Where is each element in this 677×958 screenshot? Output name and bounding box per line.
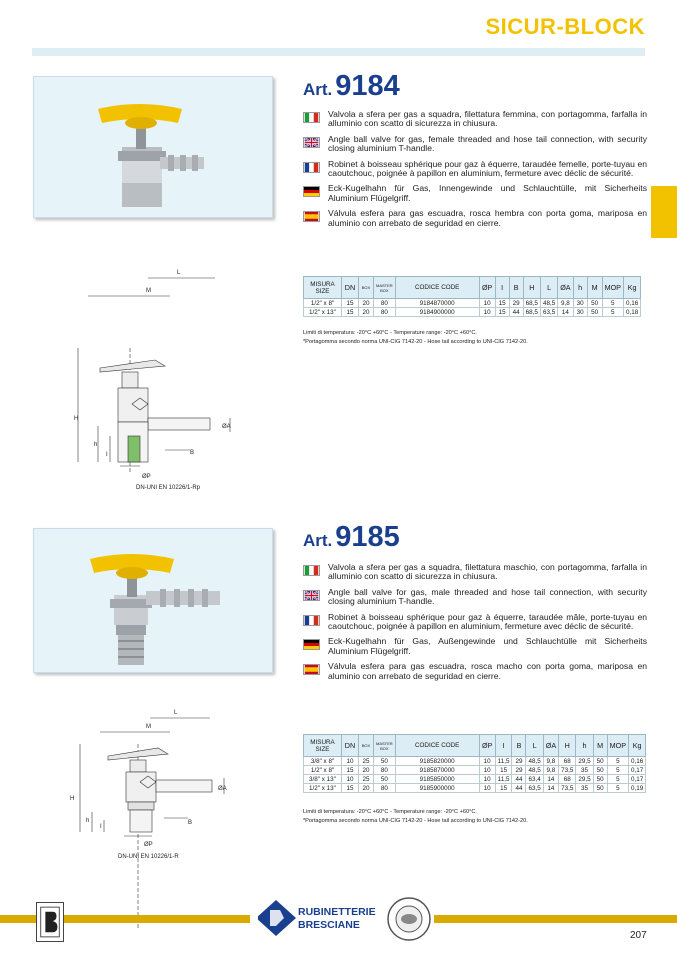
section-tab-marker (651, 186, 677, 238)
dim-label-M: M (146, 288, 151, 294)
uk-flag-icon (303, 137, 320, 148)
article-heading: Art. 9184 (303, 70, 400, 102)
description-it: Valvola a sfera per gas a squadra, filettatura maschio, con portagomma, farfalla in alluminio con scatto di sicurezza in chiusura. (303, 563, 647, 582)
company-logo (258, 896, 378, 940)
dim-label-L: L (174, 710, 178, 716)
company-name-line2: BRESCIANE (298, 919, 360, 931)
dim-label-h: h (94, 442, 98, 448)
spain-flag-icon (303, 211, 320, 222)
spec-table-9185 (303, 734, 646, 793)
description-it: Valvola a sfera per gas a squadra, filettatura femmina, con portagomma, farfalla in alluminio con scatto di sicurezza in chiusura. (303, 110, 647, 129)
dim-label-A: ØA (218, 786, 227, 792)
spec-table-9184 (303, 276, 641, 317)
thread-norm: DN-UNI EN 10226/1-Rp (136, 485, 201, 491)
table-row: 1/2" x 8" 15 20 80 9185870000 10 15 29 48,5 9,8 73,5 35 50 5 0,17 (304, 766, 646, 775)
article-heading: Art. 9185 (303, 521, 400, 553)
description-es: Válvula esfera para gas escuadra, rosca macho con porta goma, mariposa en aluminio con arrebato de seguridad en cierre. (303, 662, 647, 681)
germany-flag-icon (303, 639, 320, 650)
dim-label-M: M (146, 724, 151, 730)
description-fr: Robinet à boisseau sphérique pour gaz à équerre, taraudée femelle, porte-tuyau en caoutchouc, poignée à papillon en aluminium, fermeture avec déclic de sécurité. (303, 160, 647, 179)
description-de: Eck-Kugelhahn für Gas, Innengewinde und Schlauchtülle, mit Sicherheits Aluminium Flügelgriff. (303, 184, 647, 203)
product-photo-9185 (33, 528, 273, 673)
article-number: 9184 (335, 70, 400, 102)
spain-flag-icon (303, 664, 320, 675)
table-row: 1/2" x 8" 15 20 80 9184870000 10 15 29 68,5 48,5 9,8 30 50 5 0,16 (304, 299, 641, 308)
thread-norm: DN-UNI EN 10226/1-R (118, 854, 179, 860)
b-brand-logo-icon (36, 902, 64, 942)
uk-flag-icon (303, 590, 320, 601)
dim-label-L: L (177, 270, 181, 276)
description-en: Angle ball valve for gas, female threaded and hose tail connection, with security closing aluminium T-handle. (303, 135, 647, 154)
valve-illustration (34, 77, 273, 218)
article-number: 9185 (335, 521, 400, 553)
description-list (303, 563, 647, 687)
table-row: 3/8" x 13" 10 25 50 9185850000 10 11,5 44 63,4 14 68 29,5 50 5 0,17 (304, 775, 646, 784)
dim-label-B: B (190, 450, 195, 456)
dim-label-H: H (70, 796, 75, 802)
header-rule (32, 48, 645, 56)
dim-label-H: H (74, 416, 79, 422)
italy-flag-icon (303, 112, 320, 123)
company-name-line1: RUBINETTERIE (298, 906, 376, 918)
description-es: Válvula esfera para gas escuadra, rosca hembra con porta goma, mariposa en aluminio con arrebato de seguridad en cierre. (303, 209, 647, 228)
description-en: Angle ball valve for gas, male threaded and hose tail connection, with security closing aluminium T-handle. (303, 588, 647, 607)
germany-flag-icon (303, 186, 320, 197)
dim-label-I: I (106, 452, 108, 458)
table-row: 3/8" x 8" 10 25 50 9185820000 10 11,5 29 48,5 9,8 68 29,5 50 5 0,16 (304, 757, 646, 766)
description-list (303, 110, 647, 234)
table-row: 1/2" x 13" 15 20 80 9184900000 10 15 44 68,5 63,5 14 30 50 5 0,18 (304, 308, 641, 317)
brand-title: SICUR-BLOCK (485, 14, 645, 39)
dim-label-h: h (86, 818, 90, 824)
dim-label-P: ØP (144, 842, 153, 848)
dim-label-A: ØA (222, 424, 231, 430)
france-flag-icon (303, 615, 320, 626)
description-de: Eck-Kugelhahn für Gas, Außengewinde und Schlauchtülle mit Sicherheits Aluminium Flügelgriff. (303, 637, 647, 656)
product-photo-9184 (33, 76, 273, 218)
france-flag-icon (303, 162, 320, 173)
dim-label-B: B (188, 820, 193, 826)
spec-header-row: MISURA SIZE DN BOX MASTER BOX CODICE CODE ØP I B L ØA H h M MOP Kg (304, 735, 646, 757)
dim-label-I: I (100, 824, 102, 830)
valve-illustration (34, 529, 273, 673)
iso-certification-icon (386, 896, 432, 942)
page-number: 207 (630, 930, 647, 941)
dim-label-P: ØP (142, 474, 151, 480)
table-row: 1/2" x 13" 15 20 80 9185900000 10 15 44 63,5 14 73,5 35 50 5 0,19 (304, 784, 646, 793)
spec-notes: Limiti di temperatura: -20°C +60°C - Temperature range: -20°C +60°C. *Portagomma secondo norma UNI-CIG 7142-20 - Hose tail according to UNI-CIG 7142-20. (303, 809, 528, 824)
spec-notes: Limiti di temperatura: -20°C +60°C - Temperature range: -20°C +60°C. *Portagomma secondo norma UNI-CIG 7142-20 - Hose tail according to UNI-CIG 7142-20. (303, 330, 528, 345)
technical-drawing-9184 (60, 260, 240, 505)
spec-header-row: MISURA SIZE DN BOX MASTER BOX CODICE CODE ØP I B H L ØA h M MOP Kg (304, 277, 641, 299)
description-fr: Robinet à boisseau sphérique pour gaz à équerre, taraudée mâle, porte-tuyau en caoutchouc, poignée à papillon en aluminium, fermeture avec déclic de sécurité. (303, 613, 647, 632)
italy-flag-icon (303, 565, 320, 576)
footer-rule-right (434, 915, 677, 923)
